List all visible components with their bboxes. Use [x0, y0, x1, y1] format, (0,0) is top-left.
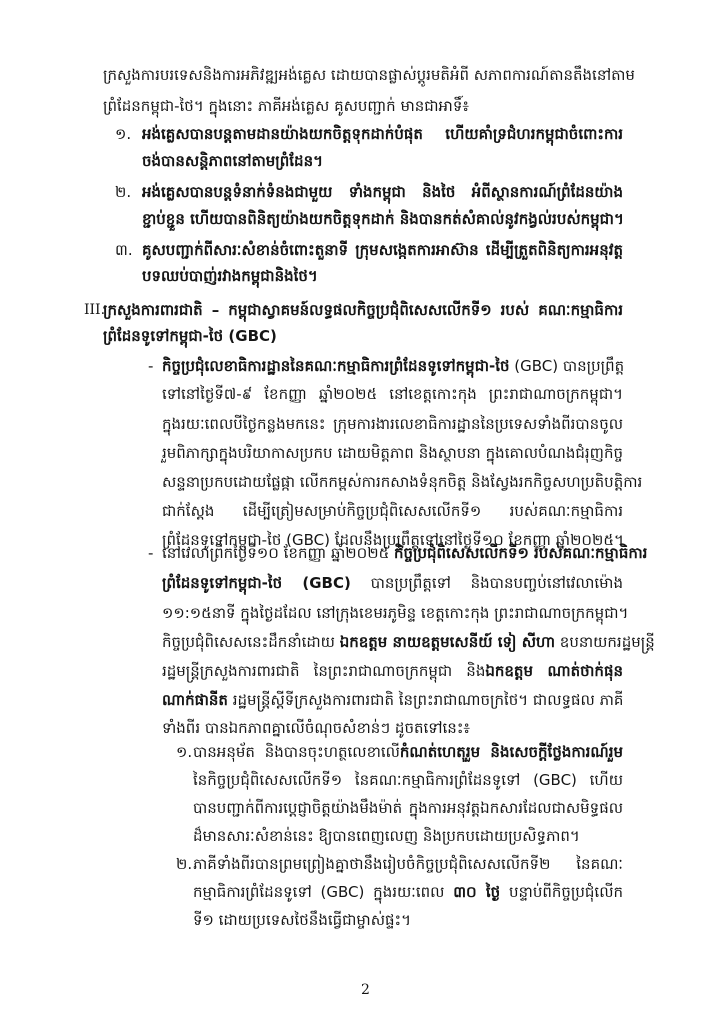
text: រដ្ឋមន្ត្រីស្តីទីក្រសួងការពារជាតិ នៃព្រះរាជាណាចក្រថៃ។ ជាលទ្ធផល ភាគី: [227, 691, 624, 709]
intro-line: ព្រំដែនកម្ពុជា-ថៃ។ ក្នុងនោះ ភាគីអង់គ្លេស គូសបញ្ជាក់ មានជាអាទិ៍៖: [103, 97, 469, 115]
bullet-line: ទៅនៅថ្ងៃទី៧-៩ ខែកញ្ញា ឆ្នាំ២០២៥ នៅខេត្តកោះកុង ព្រះរាជាណាចក្រកម្ពុជា។: [162, 385, 623, 403]
intro-line: ក្រសួងការបរទេសនិងការអភិវឌ្ឍអង់គ្លេស ដោយបានផ្លាស់ប្តូរមតិអំពី សភាពការណ៍តានតឹងនៅតាម: [103, 66, 635, 84]
bold-text: កិច្ចប្រជុំលេខាធិការដ្ឋាននៃគណៈកម្មាធិការព្រំដែនទូទៅកម្ពុជា-ថៃ: [162, 357, 510, 375]
text: ឧបនាយករដ្ឋមន្ត្រី: [555, 633, 655, 651]
section-title: ព្រំដែនទូទៅកម្ពុជា-ថៃ (GBC): [103, 327, 277, 345]
bullet-line: [162, 657, 623, 685]
page-number: 2: [361, 982, 370, 998]
bullet-line: ជាក់ស្តែង ដើម្បីត្រៀមសម្រាប់កិច្ចប្រជុំពិសេសលើកទី១ របស់គណៈកម្មាធិការ: [162, 502, 623, 520]
bold-text: កិច្ចប្រជុំពិសេសលើកទី១ របស់គណៈកម្មាធិការ: [393, 544, 648, 562]
outcome-number: ១.: [176, 743, 193, 761]
outcome-number: ២.: [176, 855, 193, 873]
bold-text: ឯកឧត្តម ណាត់ថាក់ផុន: [485, 662, 623, 680]
text: រដ្ឋមន្ត្រីក្រសួងការពារជាតិ នៃព្រះរាជាណាចក្រកម្ពុជា និង: [162, 662, 486, 680]
bullet-line: សន្ទនាប្រកបដោយផ្លែផ្កា លើកកម្ពស់ការកសាងទំនុកចិត្ត និងស្វែងរកកិច្ចសហប្រតិបត្តិការ: [162, 473, 643, 491]
outcome-line: ដ៏មានសារៈសំខាន់នេះ ឱ្យបានពេញលេញ និងប្រកបដោយប្រសិទ្ធភាព។: [193, 827, 580, 845]
outcome-line: [193, 738, 623, 766]
bullet-line: [162, 539, 648, 567]
text: កិច្ចប្រជុំពិសេសនេះដឹកនាំដោយ: [162, 633, 340, 651]
bullet-line: រួមពិភាក្សាក្នុងបរិយាកាសប្រកប ដោយមិត្តភាព និងស្ថាបនា ក្នុងគោលបំណងជំរុញកិច្ច: [162, 444, 623, 462]
outcome-line: ទី១ ដោយប្រទេសថៃនឹងធ្វើជាម្ចាស់ផ្ទះ។: [193, 911, 411, 929]
bold-text: ព្រំដែនទូទៅកម្ពុជា-ថៃ (GBC): [162, 574, 351, 592]
bullet-line: ១១:១៥នាទី ក្នុងថ្ងៃដដែល នៅក្រុងខេមរភូមិន្ទ ខេត្តកោះកុង ព្រះរាជាណាចក្រកម្ពុជា។: [162, 604, 629, 622]
outcome-line: ភាគីទាំងពីរបានព្រមព្រៀងគ្នាថានឹងរៀបចំកិច្ចប្រជុំពិសេសលើកទី២ នៃគណៈ: [193, 855, 623, 873]
bullet-line: ព្រំដែនទូទៅកម្ពុជា-ថៃ (GBC) ដែលនឹងប្រព្រឹត្តទៅនៅថ្ងៃទី១០ ខែកញ្ញា ឆ្នាំ២០២៥។: [162, 531, 624, 549]
text: បានប្រព្រឹត្តទៅ និងបានបញ្ចប់នៅវេលាម៉ោង: [350, 574, 623, 592]
text: (GBC) បានប្រព្រឹត្ត: [509, 357, 625, 375]
list-item-text: ចង់បានសន្តិភាពនៅតាមព្រំដែន។: [142, 152, 323, 170]
list-number: ១.: [115, 125, 132, 143]
list-item-text: ខ្ជាប់ខ្ជួន ហើយបានពិនិត្យយ៉ាងយកចិត្តទុកដាក់ និងបានកត់សំគាល់នូវកង្វល់របស់កម្ពុជា។: [142, 210, 624, 228]
list-item-text: គូសបញ្ជាក់ពីសារៈសំខាន់ចំពោះតួនាទី ក្រុមសង្កេតការអាស៊ាន ដើម្បីត្រួតពិនិត្យការអនុវត្ត: [142, 241, 623, 259]
outcome-line: [193, 878, 623, 906]
list-item-text: បទឈប់បាញ់រវាងកម្ពុជានិងថៃ។: [142, 267, 318, 285]
bullet-line: [162, 628, 655, 656]
bold-text: កំណត់ហេតុរួម និងសេចក្តីថ្លែងការណ៍រួម: [399, 743, 623, 761]
bold-text: ៣០ ថ្ងៃ: [453, 883, 501, 901]
text: បន្ទាប់ពីកិច្ចប្រជុំលើក: [500, 883, 623, 901]
section-number: III.: [84, 302, 106, 318]
text: បានអនុម័ត និងបានចុះហត្ថលេខាលើ: [193, 743, 400, 761]
text: កម្មាធិការព្រំដែនទូទៅ (GBC) ក្នុងរយៈពេល: [193, 883, 454, 901]
bold-text: ឯកឧត្តម នាយឧត្តមសេនីយ៍ ទៀ សីហា: [339, 633, 556, 651]
list-item-text: អង់គ្លេសបានបន្តទំនាក់ទំនងជាមួយ ទាំងកម្ពុជា និងថៃ អំពីស្ថានការណ៍ព្រំដែនយ៉ាង: [142, 183, 623, 201]
bullet-line: [162, 569, 623, 597]
bullet-line: [162, 352, 623, 380]
outcome-line: បានបញ្ជាក់ពីការប្តេជ្ញាចិត្តយ៉ាងមឹងម៉ាត់ ក្នុងការអនុវត្តឯកសារដែលជាសមិទ្ធផល: [193, 799, 623, 817]
bullet-line: ក្នុងរយៈពេលបីថ្ងៃកន្លងមកនេះ ក្រុមការងារលេខាធិការដ្ឋាននៃប្រទេសទាំងពីរបានចូល: [162, 415, 623, 433]
text: នៅវេលាព្រឹកថ្ងៃទី១០ ខែកញ្ញា ឆ្នាំ២០២៥: [162, 544, 394, 562]
bold-text: ណាក់ផានីត: [162, 691, 228, 709]
bullet-line: [162, 686, 623, 714]
bullet-line: ទាំងពីរ បានឯកភាពគ្នាលើចំណុចសំខាន់ៗ ដូចតទៅនេះ៖: [162, 719, 470, 737]
list-number: ២.: [115, 183, 132, 201]
bullet-marker: -: [148, 357, 154, 375]
outcome-line: នៃកិច្ចប្រជុំពិសេសលើកទី១ នៃគណៈកម្មាធិការព្រំដែនទូទៅ (GBC) ហើយ: [193, 771, 623, 789]
list-number: ៣.: [115, 241, 133, 259]
bullet-marker: -: [148, 544, 154, 562]
section-title: ក្រសួងការពារជាតិ – កម្ពុជាស្វាគមន៍លទ្ធផលកិច្ចប្រជុំពិសេសលើកទី១ របស់ គណៈកម្មាធិការ: [103, 301, 623, 319]
list-item-text: អង់គ្លេសបានបន្តតាមដានយ៉ាងយកចិត្តទុកដាក់បំផុត ហើយគាំទ្រជំហរកម្ពុជាចំពោះការ: [142, 125, 623, 143]
